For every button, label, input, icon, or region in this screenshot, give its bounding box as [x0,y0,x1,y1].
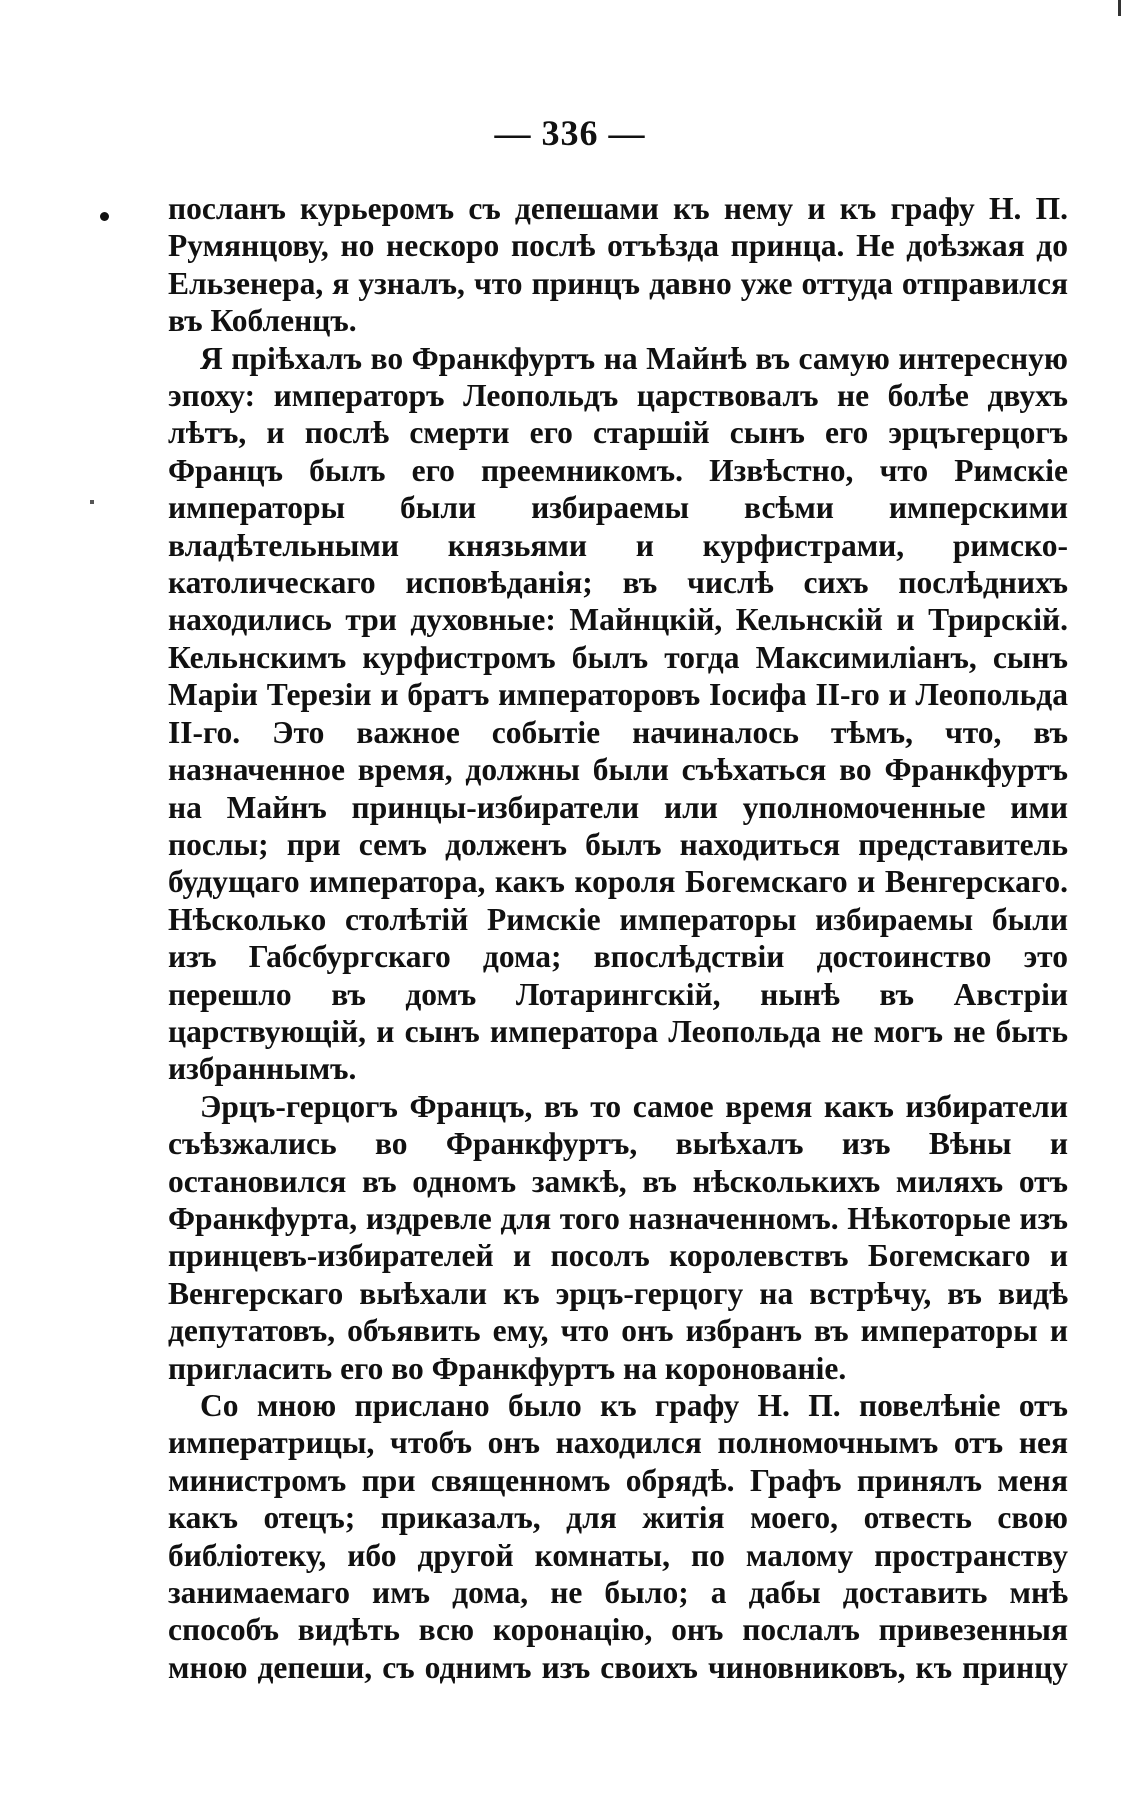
body-text [168,190,1068,1686]
margin-speck-mark [90,500,94,504]
margin-dot-mark [100,212,109,221]
paragraph-1: посланъ курьеромъ съ депешами къ нему и къ графу Н. П. Румянцову, но нескоро послѣ отъѣзда принца. Не доѣзжая до Ельзенера, я узналъ, что принцъ давно уже оттуда отправился въ Кобленцъ. [168,191,1068,339]
paragraph-3: Эрцъ-герцогъ Францъ, въ то самое время какъ избиратели съѣзжались во Франкфуртъ, выѣхалъ изъ Вѣны и остановился въ одномъ замкѣ, въ нѣсколькихъ миляхъ отъ Франкфурта, издревле для того назначенномъ. Нѣкоторые изъ принцевъ-избирателей и посолъ королевствъ Богемскаго и Венгерскаго выѣхали къ эрцъ-герцогу на встрѣчу, въ видѣ депутатовъ, объявить ему, что онъ избранъ въ императоры и пригласить его во Франкфуртъ на коронованіе. [168,1088,1068,1386]
paragraph-2: Я пріѣхалъ во Франкфуртъ на Майнѣ въ самую интересную эпоху: императоръ Леопольдъ царствовалъ не болѣе двухъ лѣтъ, и послѣ смерти его старшій сынъ его эрцъгерцогъ Францъ былъ его преемникомъ. Извѣстно, что Римскіе императоры были избираемы всѣми имперскими владѣтельными князьями и курфистрами, римско-католическаго исповѣданія; въ числѣ сихъ послѣднихъ находились три духовные: Майнцкій, Кельнскій и Трирскій. Кельнскимъ курфистромъ былъ тогда Максимиліанъ, сынъ Маріи Терезіи и братъ императоровъ Іосифа II-го и Леопольда II-го. Это важное событіе начиналось тѣмъ, что, въ назначенное время, должны были съѣхаться во Франкфуртъ на Майнъ принцы-избиратели или уполномоченные ими послы; при семъ долженъ былъ находиться представитель будущаго императора, какъ короля Богемскаго и Венгерскаго. Нѣсколько столѣтій Римскіе императоры избираемы были изъ Габсбургскаго дома; впослѣдствіи достоинство это перешло въ домъ Лотарингскій, нынѣ въ Австріи царствующій, и сынъ императора Леопольда не могъ не быть избраннымъ. [168,340,1068,1087]
scan-edge-mark [1118,0,1121,16]
page-number: — 336 — [494,113,646,153]
paragraph-4: Со мною прислано было къ графу Н. П. повелѣніе отъ императрицы, чтобъ онъ находился полномочнымъ отъ нея министромъ при священномъ обрядѣ. Графъ принялъ меня какъ отецъ; приказалъ, для житія моего, отвесть свою библіотеку, ибо другой комнаты, по малому пространству занимаемаго имъ дома, не было; а дабы доставить мнѣ способъ видѣть всю коронацію, онъ послалъ привезенныя мною депеши, съ однимъ изъ своихъ чиновниковъ, къ принцу [168,1388,1068,1685]
